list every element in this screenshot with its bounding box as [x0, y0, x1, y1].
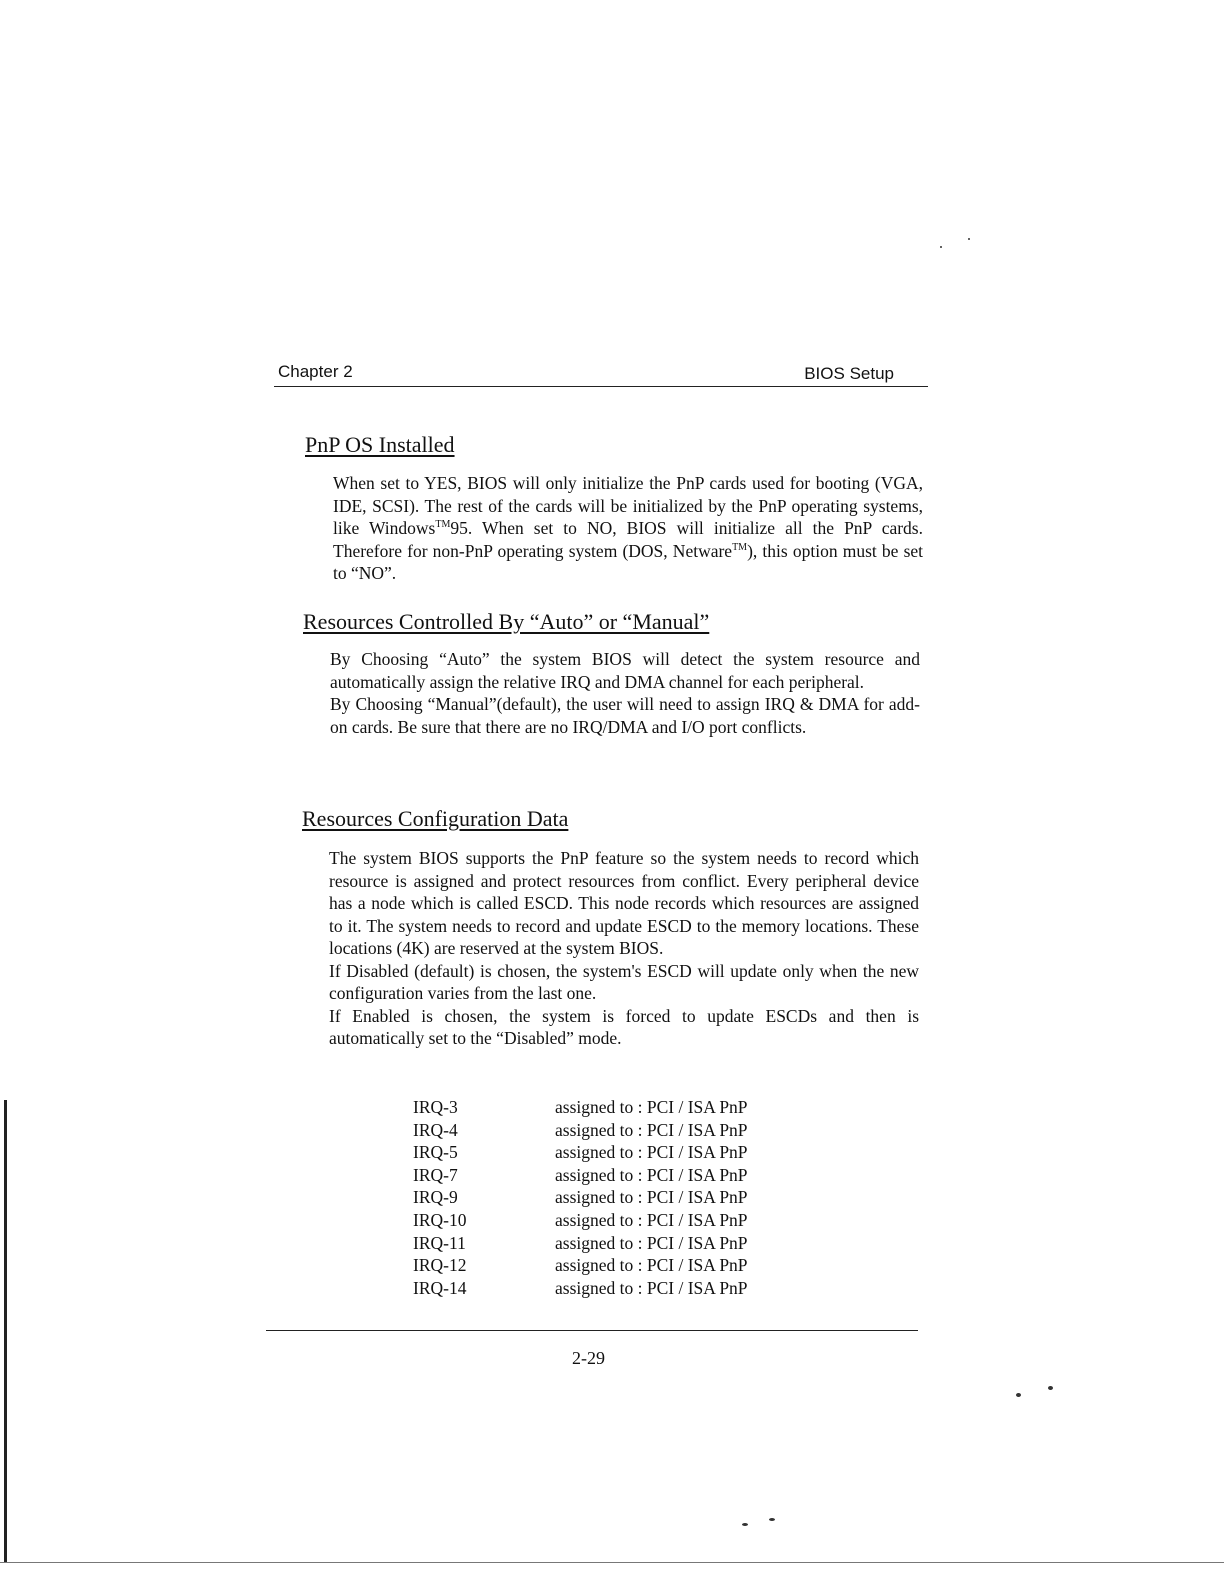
scan-edge-bar: [4, 1100, 7, 1562]
pnp-os-text-part-1: When set to YES, BIOS will only initialize the PnP cards used for booting (VGA, IDE, SCSI). The rest of the cards will be initialized by the PnP operating systems, like Windows: [333, 473, 923, 538]
paragraph: The system BIOS supports the PnP feature so the system needs to record which resource is assigned and protect resources from conflict. Every peripheral device has a node which is called ESCD. This node records which resources are assigned to it. The system needs to record and update ESCD to the memory locations. These locations (4K) are reserved at the system BIOS.: [329, 848, 919, 958]
irq-name: IRQ-10: [413, 1209, 467, 1230]
irq-name: IRQ-4: [413, 1119, 458, 1140]
scan-speck: [1048, 1386, 1053, 1390]
irq-name: IRQ-7: [413, 1164, 458, 1185]
page-header: [274, 360, 928, 387]
resources-controlled-description: [330, 648, 920, 738]
irq-name: IRQ-14: [413, 1277, 467, 1298]
irq-name: IRQ-9: [413, 1187, 458, 1208]
chapter-label: Chapter 2: [278, 362, 353, 381]
scan-edge-line: [0, 1562, 1224, 1563]
scan-speck: [742, 1523, 748, 1526]
scan-speck: [769, 1518, 775, 1521]
page-number: 2-29: [572, 1348, 605, 1368]
table-row: [413, 1277, 748, 1300]
scan-speck: [968, 238, 970, 240]
irq-assignment: assigned to : PCI / ISA PnP: [555, 1232, 748, 1253]
paragraph: If Enabled is chosen, the system is forced to update ESCDs and then is automatically set to the “Disabled” mode.: [329, 1005, 919, 1048]
paragraph: If Disabled (default) is chosen, the system's ESCD will update only when the new configuration varies from the last one.: [329, 960, 919, 1003]
table-row: [413, 1141, 748, 1164]
table-row: [413, 1209, 748, 1232]
trademark-sup-2: TM: [732, 541, 748, 553]
irq-name: IRQ-5: [413, 1142, 458, 1163]
pnp-os-text-part-2: 95. When set to NO, BIOS will initialize all the PnP cards. Therefore for non-PnP operating system (DOS, Netware: [333, 518, 923, 561]
table-row: [413, 1186, 748, 1209]
irq-name: IRQ-3: [413, 1097, 458, 1117]
irq-assignment: assigned to : PCI / ISA PnP: [555, 1255, 748, 1276]
irq-assignment: assigned to : PCI / ISA PnP: [555, 1164, 748, 1185]
pnp-os-text-part-3: ), this option must be set to “NO”.: [333, 540, 924, 583]
footer-rule: [266, 1330, 918, 1331]
trademark-sup-1: TM: [435, 519, 451, 530]
irq-assignment-table: [413, 1096, 748, 1299]
table-row: [413, 1119, 748, 1142]
scan-speck: [1016, 1393, 1021, 1397]
scan-speck: [940, 246, 942, 248]
section-title-pnp-os: PnP OS Installed: [305, 432, 455, 457]
irq-assignment: assigned to : PCI / ISA PnP: [555, 1209, 748, 1230]
irq-assignment: assigned to : PCI / ISA PnP: [555, 1097, 748, 1117]
irq-assignment: assigned to : PCI / ISA PnP: [555, 1119, 748, 1140]
section-label: BIOS Setup: [804, 364, 894, 383]
resources-config-description: [329, 847, 919, 1050]
table-row: [413, 1254, 748, 1277]
irq-name: IRQ-12: [413, 1255, 467, 1276]
irq-assignment: assigned to : PCI / ISA PnP: [555, 1142, 748, 1163]
irq-name: IRQ-11: [413, 1232, 466, 1253]
table-row: [413, 1232, 748, 1255]
irq-assignment: assigned to : PCI / ISA PnP: [555, 1187, 748, 1208]
paragraph: By Choosing “Auto” the system BIOS will detect the system resource and automatically assign the relative IRQ and DMA channel for each peripheral.: [330, 649, 920, 692]
table-row: [413, 1096, 748, 1119]
section-title-resources-controlled: Resources Controlled By “Auto” or “Manual”: [303, 609, 710, 634]
section-title-resources-config-data: Resources Configuration Data: [302, 806, 569, 831]
paragraph: By Choosing “Manual”(default), the user will need to assign IRQ & DMA for add-on cards. Be sure that there are no IRQ/DMA and I/O port conflicts.: [330, 694, 920, 737]
table-row: [413, 1164, 748, 1187]
irq-assignment: assigned to : PCI / ISA PnP: [555, 1277, 748, 1298]
pnp-os-description: [333, 472, 923, 585]
